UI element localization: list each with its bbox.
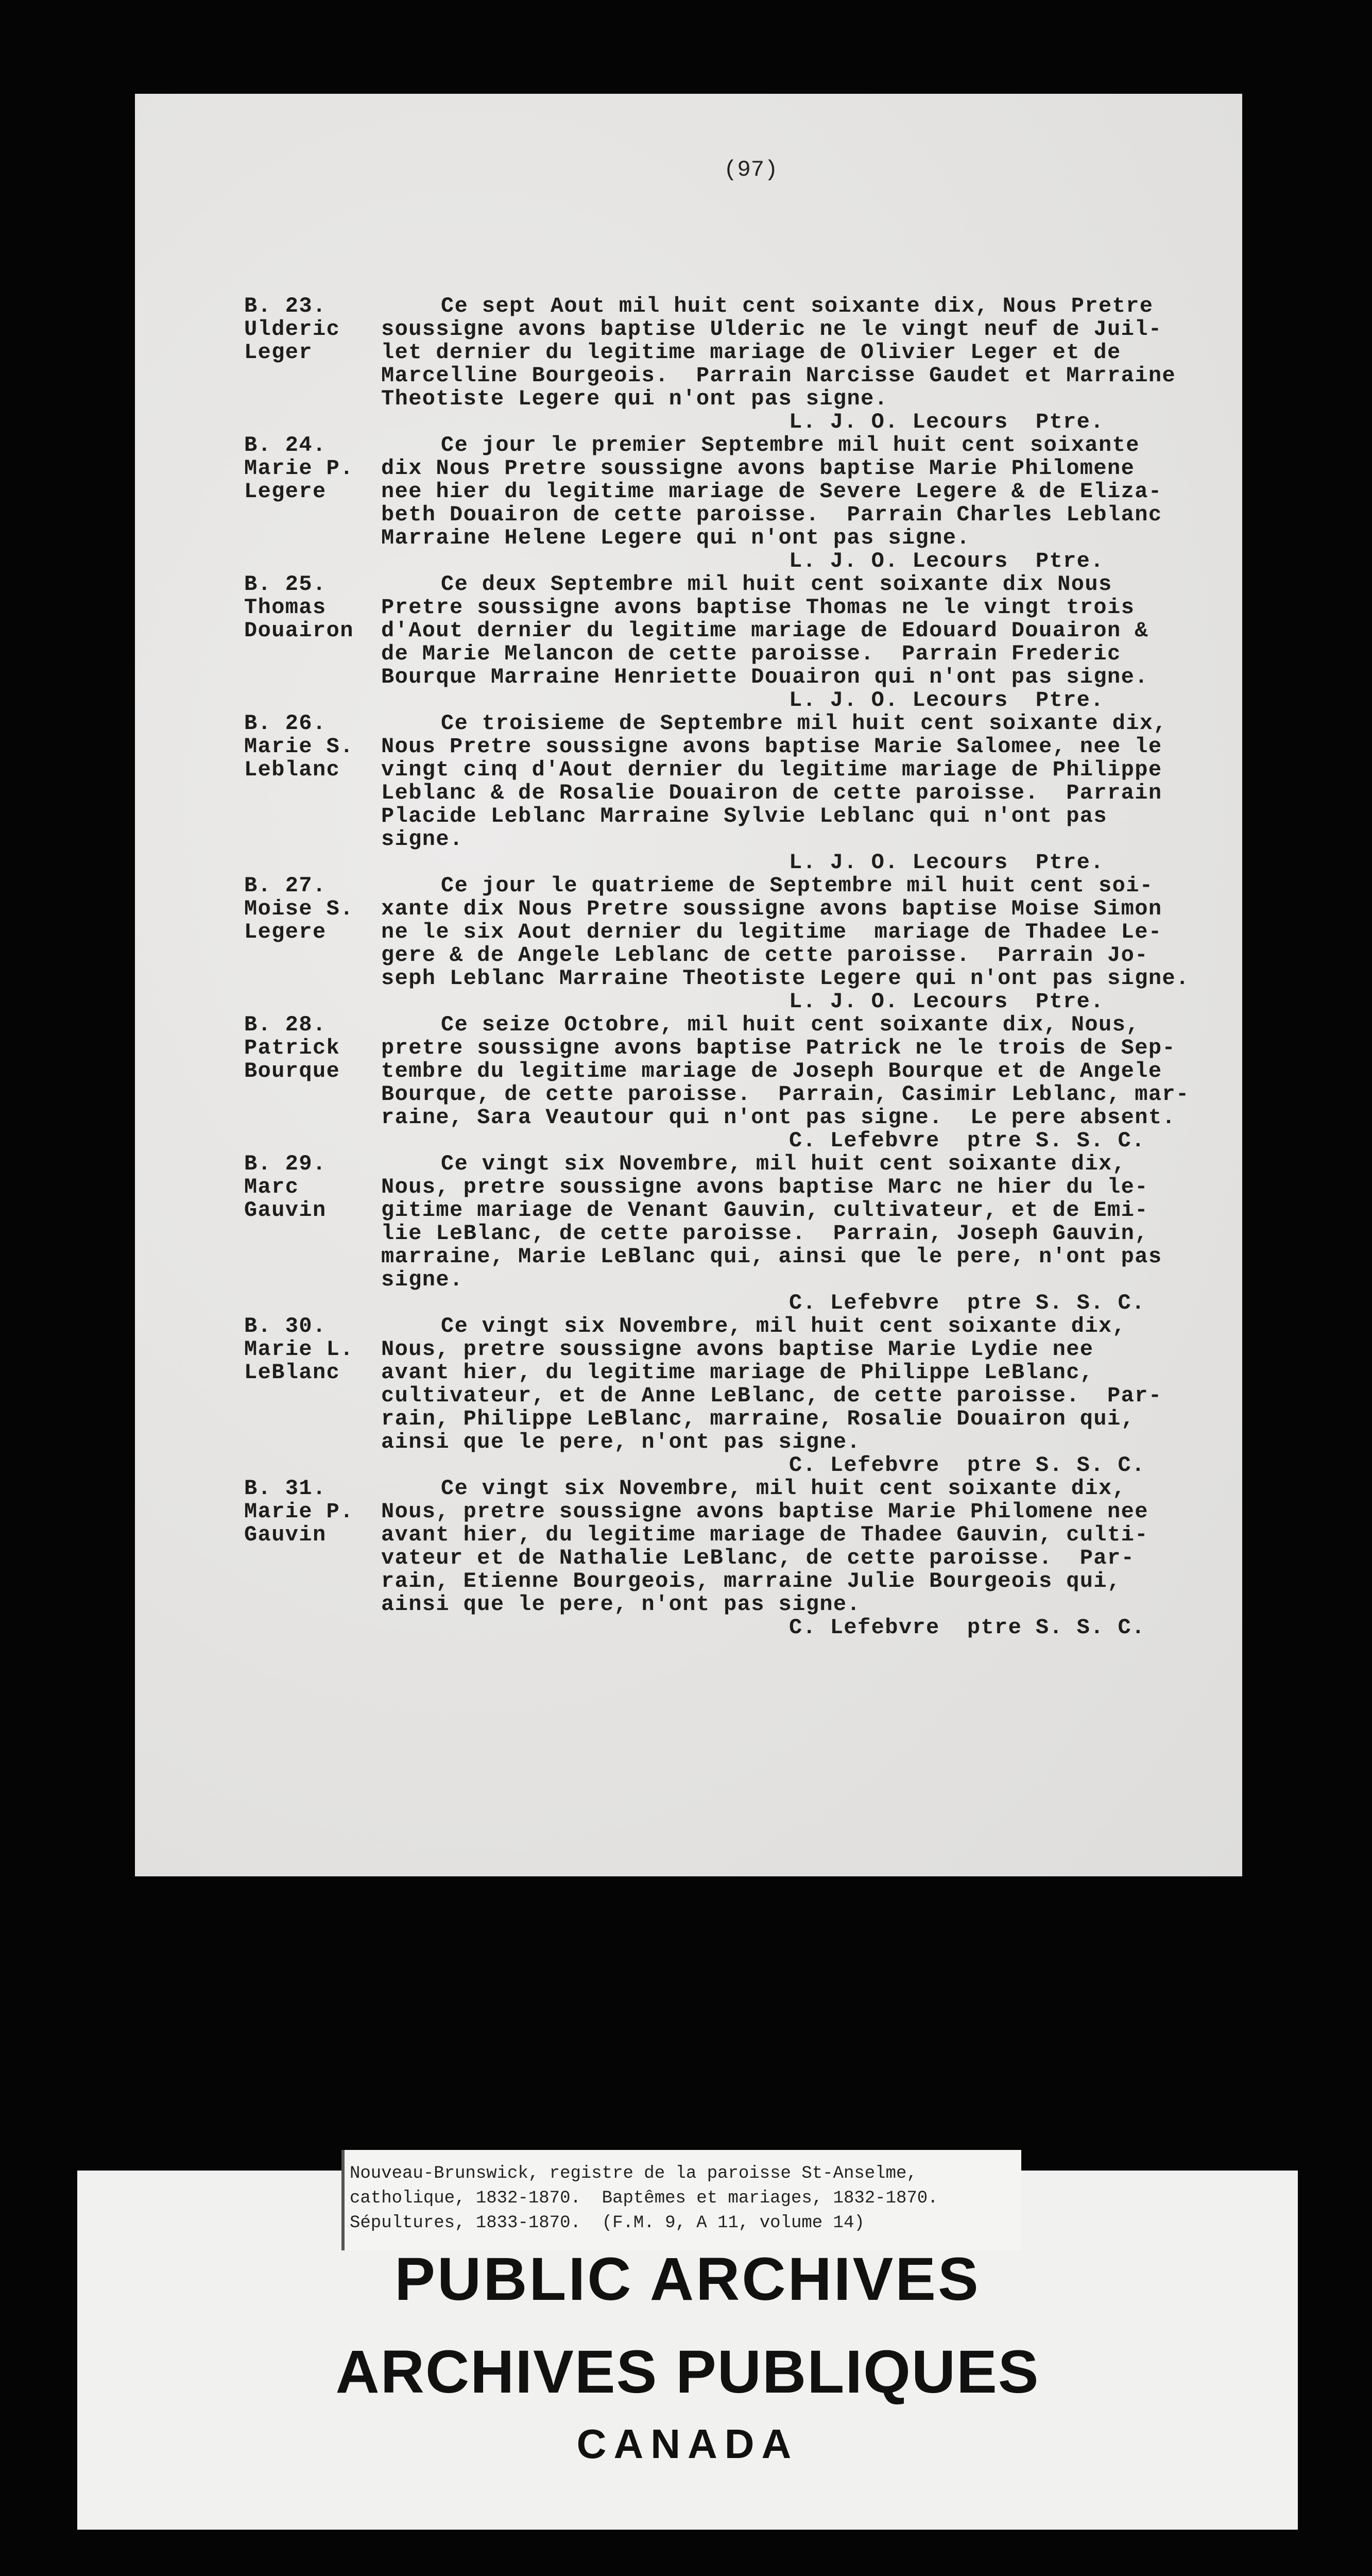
entry-name: LeBlanc (244, 1360, 340, 1385)
text-line: Pretre soussigne avons baptise Thomas ne le vingt trois (381, 595, 1135, 620)
text-line: ainsi que le pere, n'ont pas signe. (381, 1592, 861, 1617)
text-line: rain, Etienne Bourgeois, marraine Julie Bourgeois qui, (381, 1569, 1121, 1594)
entry-label (244, 1477, 381, 1639)
text-line: Nous, pretre soussigne avons baptise Marie Philomene nee (381, 1499, 1148, 1524)
text-line: cultivateur, et de Anne LeBlanc, de cette paroisse. Par- (381, 1383, 1162, 1408)
entry-number: B. 24. (244, 433, 327, 457)
text-line: nee hier du legitime mariage de Severe Legere & de Eliza- (381, 479, 1162, 504)
entry-name: Legere (244, 479, 327, 504)
baptism-entry (244, 874, 1223, 1013)
text-line: Nous, pretre soussigne avons baptise Marc ne hier du le- (381, 1175, 1148, 1199)
text-line: pretre soussigne avons baptise Patrick ne le trois de Sep- (381, 1036, 1176, 1060)
entry-name: Leblanc (244, 757, 340, 782)
entry-text (381, 1477, 1215, 1639)
text-line: Theotiste Legere qui n'ont pas signe. (381, 386, 888, 411)
text-line: vingt cinq d'Aout dernier du legitime mariage de Philippe (381, 757, 1162, 782)
entry-label (244, 712, 381, 874)
entry-name: Gauvin (244, 1522, 327, 1547)
entry-label (244, 1315, 381, 1477)
text-line: tembre du legitime mariage de Joseph Bourque et de Angele (381, 1059, 1162, 1083)
entry-number: B. 23. (244, 294, 327, 318)
entry-number: B. 25. (244, 572, 327, 597)
entry-text (381, 573, 1215, 712)
text-line: Ce jour le premier Septembre mil huit cent soixante (441, 433, 1140, 457)
text-line: seph Leblanc Marraine Theotiste Legere qui n'ont pas signe. (381, 966, 1190, 991)
archive-reference-label (341, 2150, 1021, 2250)
text-line: Ce vingt six Novembre, mil huit cent soixante dix, (441, 1151, 1126, 1176)
text-line: Bourque Marraine Henriette Douairon qui n'ont pas signe. (381, 665, 1148, 689)
entry-name: Marc (244, 1175, 299, 1199)
text-line: Placide Leblanc Marraine Sylvie Leblanc qui n'ont pas (381, 804, 1108, 828)
baptism-entry (244, 573, 1223, 712)
entry-text (381, 712, 1215, 874)
text-line: Ce seize Octobre, mil huit cent soixante dix, Nous, (441, 1012, 1140, 1037)
entry-number: B. 29. (244, 1151, 327, 1176)
entry-text (381, 295, 1215, 434)
entry-name: Marie P. (244, 1499, 354, 1524)
text-line: Ce vingt six Novembre, mil huit cent soixante dix, (441, 1314, 1126, 1338)
text-line: avant hier, du legitime mariage de Thadee Gauvin, culti- (381, 1522, 1148, 1547)
baptism-entry (244, 712, 1223, 874)
entry-label (244, 434, 381, 573)
text-line: Bourque, de cette paroisse. Parrain, Casimir Leblanc, mar- (381, 1082, 1190, 1107)
entry-name: Moise S. (244, 896, 354, 921)
text-line: signe. (381, 827, 464, 852)
entry-name: Marie P. (244, 456, 354, 481)
entry-name: Marie S. (244, 734, 354, 759)
entry-name: Ulderic (244, 317, 340, 342)
text-line: raine, Sara Veautour qui n'ont pas signe. Le pere absent. (381, 1105, 1176, 1130)
text-line: soussigne avons baptise Ulderic ne le vingt neuf de Juil- (381, 317, 1162, 342)
entry-name: Bourque (244, 1059, 340, 1083)
entry-label (244, 1013, 381, 1153)
entry-number: B. 30. (244, 1314, 327, 1338)
baptism-entry (244, 434, 1223, 573)
priest-signature: L. J. O. Lecours Ptre. (789, 549, 1104, 573)
entry-text (381, 874, 1215, 1013)
archive-title-fr: ARCHIVES PUBLIQUES (335, 2338, 1040, 2406)
entry-number: B. 26. (244, 711, 327, 736)
text-line: dix Nous Pretre soussigne avons baptise Marie Philomene (381, 456, 1135, 481)
entry-number: B. 28. (244, 1012, 327, 1037)
text-line: xante dix Nous Pretre soussigne avons baptise Moise Simon (381, 896, 1162, 921)
priest-signature: L. J. O. Lecours Ptre. (789, 688, 1104, 713)
entry-text (381, 434, 1215, 573)
text-line: vateur et de Nathalie LeBlanc, de cette paroisse. Par- (381, 1546, 1135, 1570)
baptism-entry (244, 295, 1223, 434)
priest-signature: L. J. O. Lecours Ptre. (789, 410, 1104, 434)
entry-name: Marie L. (244, 1337, 354, 1362)
entry-name: Douairon (244, 618, 354, 643)
baptism-entry (244, 1477, 1223, 1639)
text-line: Leblanc & de Rosalie Douairon de cette paroisse. Parrain (381, 781, 1162, 805)
baptism-entry (244, 1013, 1223, 1153)
text-line: avant hier, du legitime mariage de Philippe LeBlanc, (381, 1360, 1094, 1385)
baptism-entry (244, 1153, 1223, 1315)
text-line: Nous Pretre soussigne avons baptise Marie Salomee, nee le (381, 734, 1162, 759)
baptism-entry (244, 1315, 1223, 1477)
text-line: Marraine Helene Legere qui n'ont pas signe. (381, 526, 970, 550)
entry-label (244, 874, 381, 1013)
text-line: ne le six Aout dernier du legitime mariage de Thadee Le- (381, 920, 1162, 944)
label-line: Nouveau-Brunswick, registre de la paroisse St-Anselme, (350, 2164, 917, 2183)
text-line: de Marie Melancon de cette paroisse. Parrain Frederic (381, 641, 1121, 666)
entry-text (381, 1013, 1215, 1153)
text-line: Ce deux Septembre mil huit cent soixante dix Nous (441, 572, 1112, 597)
text-line: marraine, Marie LeBlanc qui, ainsi que le pere, n'ont pas (381, 1244, 1162, 1269)
archive-country: CANADA (576, 2421, 799, 2467)
entry-name: Gauvin (244, 1198, 327, 1223)
archive-title-en: PUBLIC ARCHIVES (395, 2245, 981, 2313)
entry-name: Thomas (244, 595, 327, 620)
priest-signature: L. J. O. Lecours Ptre. (789, 989, 1104, 1014)
text-line: rain, Philippe LeBlanc, marraine, Rosalie Douairon qui, (381, 1406, 1135, 1431)
text-line: Ce jour le quatrieme de Septembre mil huit cent soi- (441, 873, 1154, 898)
baptism-entries (244, 295, 1223, 1639)
entry-label (244, 573, 381, 712)
page-number: (97) (724, 157, 778, 183)
priest-signature: C. Lefebvre ptre S. S. C. (789, 1291, 1145, 1315)
entry-name: Patrick (244, 1036, 340, 1060)
text-line: signe. (381, 1267, 464, 1292)
text-line: lie LeBlanc, de cette paroisse. Parrain, Joseph Gauvin, (381, 1221, 1148, 1246)
text-line: beth Douairon de cette paroisse. Parrain Charles Leblanc (381, 502, 1162, 527)
entry-number: B. 31. (244, 1476, 327, 1501)
priest-signature: C. Lefebvre ptre S. S. C. (789, 1615, 1145, 1640)
text-line: Marcelline Bourgeois. Parrain Narcisse Gaudet et Marraine (381, 363, 1176, 388)
entry-name: Leger (244, 340, 313, 365)
text-line: Nous, pretre soussigne avons baptise Marie Lydie nee (381, 1337, 1094, 1362)
text-line: ainsi que le pere, n'ont pas signe. (381, 1430, 861, 1454)
priest-signature: C. Lefebvre ptre S. S. C. (789, 1128, 1145, 1153)
text-line: gere & de Angele Leblanc de cette paroisse. Parrain Jo- (381, 943, 1148, 968)
label-line: catholique, 1832-1870. Baptêmes et mariages, 1832-1870. (350, 2189, 938, 2208)
entry-label (244, 1153, 381, 1315)
text-line: d'Aout dernier du legitime mariage de Edouard Douairon & (381, 618, 1148, 643)
priest-signature: C. Lefebvre ptre S. S. C. (789, 1453, 1145, 1478)
text-line: gitime mariage de Venant Gauvin, cultivateur, et de Emi- (381, 1198, 1148, 1223)
entry-text (381, 1153, 1215, 1315)
priest-signature: L. J. O. Lecours Ptre. (789, 850, 1104, 875)
entry-text (381, 1315, 1215, 1477)
entry-number: B. 27. (244, 873, 327, 898)
text-line: Ce sept Aout mil huit cent soixante dix, Nous Pretre (441, 294, 1154, 318)
entry-label (244, 295, 381, 434)
text-line: Ce troisieme de Septembre mil huit cent soixante dix, (441, 711, 1168, 736)
entry-name: Legere (244, 920, 327, 944)
text-line: Ce vingt six Novembre, mil huit cent soixante dix, (441, 1476, 1126, 1501)
label-line: Sépultures, 1833-1870. (F.M. 9, A 11, volume 14) (350, 2213, 865, 2233)
text-line: let dernier du legitime mariage de Olivier Leger et de (381, 340, 1121, 365)
